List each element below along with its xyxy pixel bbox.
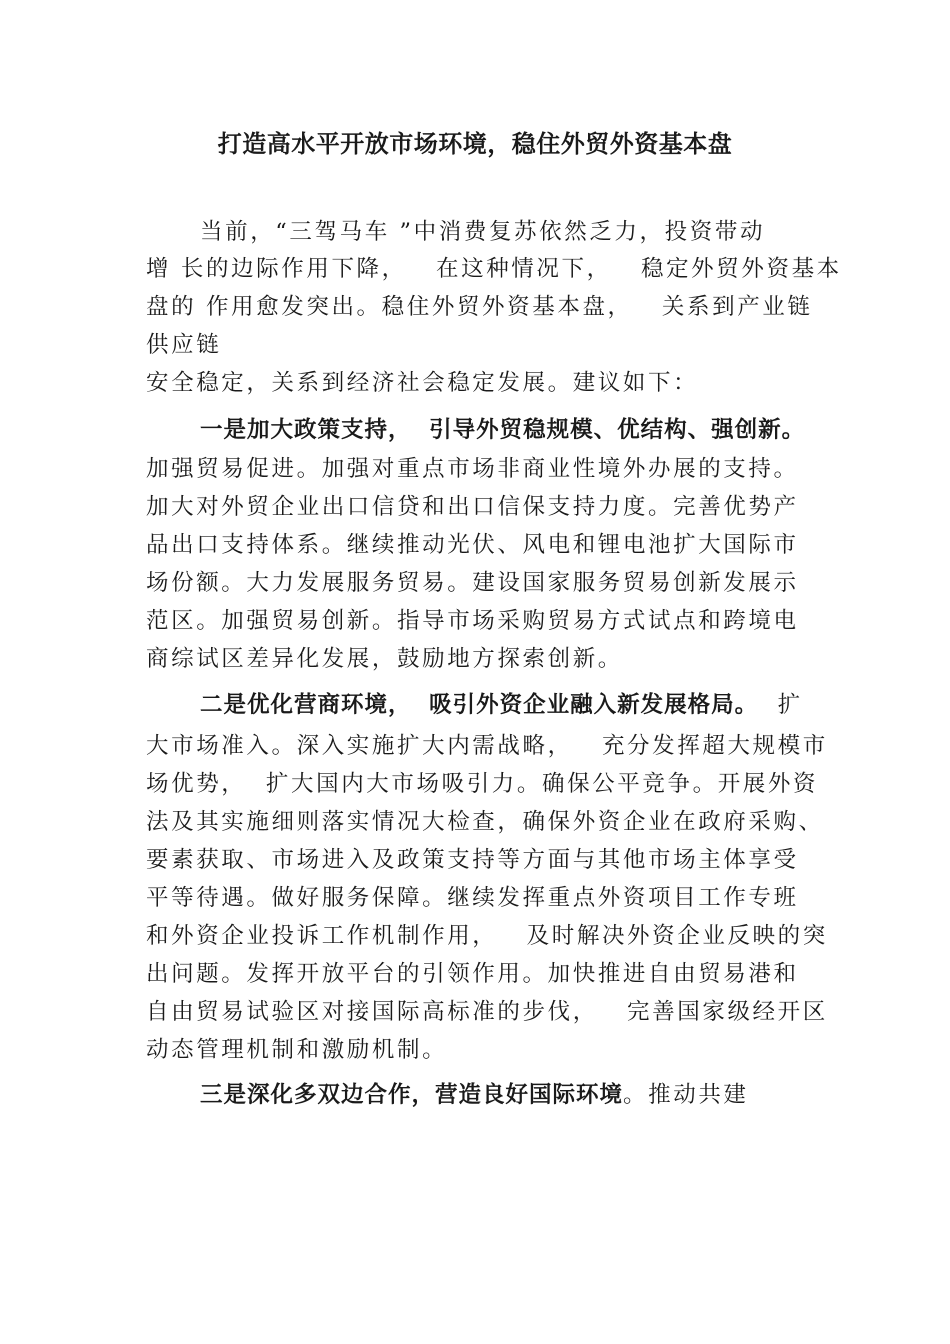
paragraph-3-line-5: 平等待遇。做好服务保障。继续发挥重点外资项目工作专班: [146, 885, 799, 911]
paragraph-1-line-1: 当前，“三驾马车 ”中消费复苏依然乏力，投资带动: [200, 219, 766, 245]
paragraph-2-line-2: 加大对外贸企业出口信贷和出口信保支持力度。完善优势产: [146, 494, 799, 520]
paragraph-3-line-1: 大市场准入。深入实施扩大内需战略， 充分发挥超大规模市: [146, 733, 828, 759]
paragraph-4-heading-tail: 。推动共建: [623, 1082, 749, 1108]
paragraph-2-line-6: 商综试区差异化发展，鼓励地方探索创新。: [146, 646, 623, 672]
paragraph-2-line-5: 范区。加强贸易创新。指导市场采购贸易方式试点和跨境电: [146, 608, 799, 634]
paragraph-1-line-2: 增 长的边际作用下降， 在这种情况下， 稳定外贸外资基本: [146, 256, 842, 282]
paragraph-1-line-3: 盘的 作用愈发突出。稳住外贸外资基本盘， 关系到产业链: [146, 294, 813, 320]
paragraph-3-line-3: 法及其实施细则落实情况大检查，确保外资企业在政府采购、: [146, 809, 824, 835]
paragraph-2-line-3: 品出口支持体系。继续推动光伏、风电和锂电池扩大国际市: [146, 532, 799, 558]
paragraph-3-line-7: 出问题。发挥开放平台的引领作用。加快推进自由贸易港和: [146, 961, 799, 987]
paragraph-2-heading: 一是加大政策支持， 引导外贸稳规模、优结构、强创新。: [200, 417, 806, 443]
paragraph-1-line-4: 供应链: [146, 332, 222, 358]
paragraph-3-line-4: 要素获取、市场进入及政策支持等方面与其他市场主体享受: [146, 847, 799, 873]
paragraph-2-line-1: 加强贸易促进。加强对重点市场非商业性境外办展的支持。: [146, 456, 799, 482]
paragraph-3-heading-tail: 扩: [758, 692, 803, 718]
paragraph-3-line-6: 和外资企业投诉工作机制作用， 及时解决外资企业反映的突: [146, 923, 828, 949]
paragraph-3-line-9: 动态管理机制和激励机制。: [146, 1037, 448, 1063]
paragraph-3-heading-line: [200, 690, 803, 720]
paragraph-1-line-5: 安全稳定，关系到经济社会稳定发展。建议如下：: [146, 370, 699, 396]
paragraph-3-heading: 二是优化营商环境， 吸引外资企业融入新发展格局。: [200, 692, 759, 718]
paragraph-4-heading: 三是深化多双边合作，营造良好国际环境: [200, 1082, 624, 1108]
document-title: 打造高水平开放市场环境，稳住外贸外资基本盘: [217, 130, 733, 158]
paragraph-4-heading-line: [200, 1080, 749, 1110]
paragraph-2-line-4: 场份额。大力发展服务贸易。建设国家服务贸易创新发展示: [146, 570, 799, 596]
paragraph-3-line-8: 自由贸易试验区对接国际高标准的步伐， 完善国家级经开区: [146, 999, 828, 1025]
paragraph-3-line-2: 场优势， 扩大国内大市场吸引力。确保公平竞争。开展外资: [146, 771, 819, 797]
